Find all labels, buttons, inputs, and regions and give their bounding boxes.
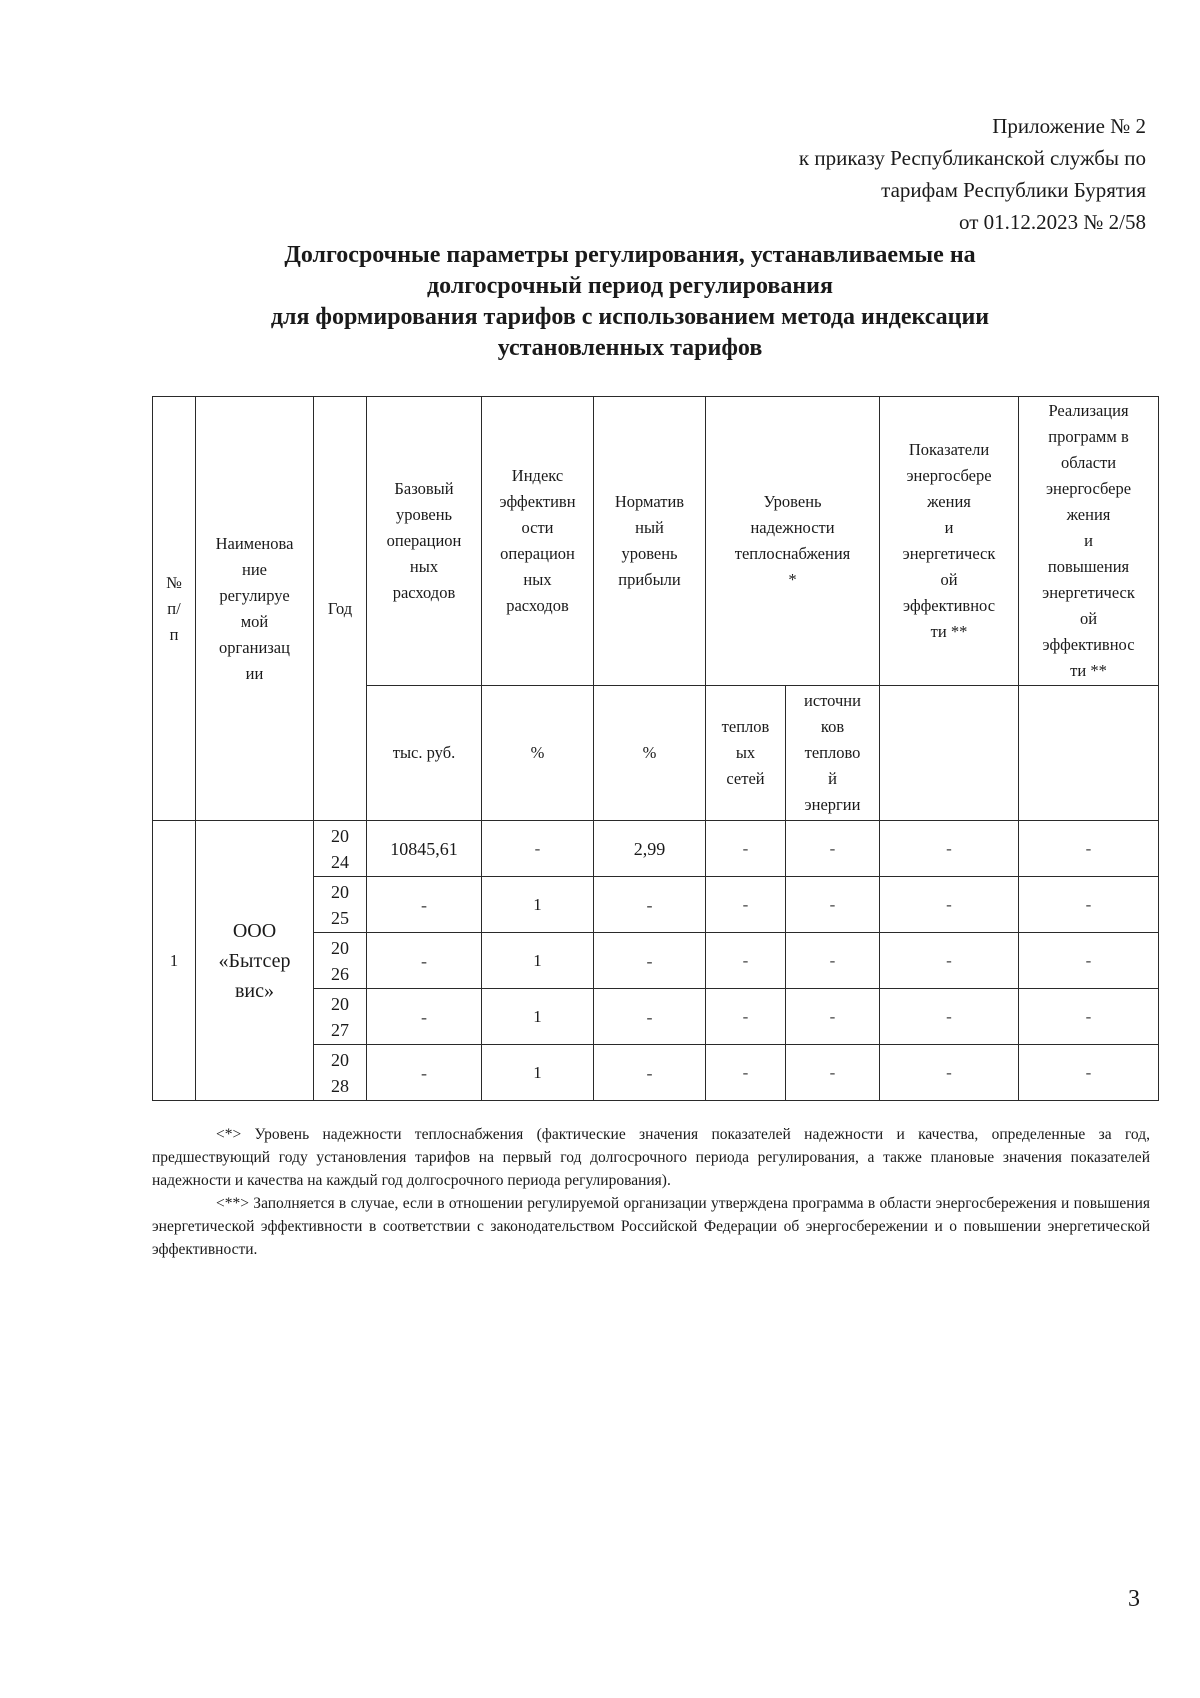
footnote-energy: <**> Заполняется в случае, если в отношении регулируемой организации утверждена программа в области энергосбережения и повышения энергетической эффективности в соответствии с законодательством Российской Федерации об энергосбережении и о повышении энергетической эффективности. bbox=[152, 1195, 1150, 1258]
header-profit bbox=[594, 397, 706, 686]
text-line: ой bbox=[940, 570, 958, 589]
text-line: * bbox=[788, 570, 797, 589]
program-cell: - bbox=[1019, 1045, 1159, 1101]
index-cell: 1 bbox=[482, 1045, 594, 1101]
networks-cell: - bbox=[706, 1045, 786, 1101]
appendix-header bbox=[799, 110, 1146, 238]
text-line: ных bbox=[523, 570, 552, 589]
text-line: Индекс bbox=[511, 466, 564, 485]
text-line: вис» bbox=[234, 979, 275, 1002]
text-line: организац bbox=[219, 637, 290, 657]
networks-cell: - bbox=[706, 821, 786, 877]
networks-cell: - bbox=[706, 933, 786, 989]
energy-cell: - bbox=[880, 1045, 1019, 1101]
document-title bbox=[130, 240, 1130, 364]
text-line: 20 bbox=[331, 881, 349, 902]
text-line: программ в bbox=[1048, 427, 1129, 446]
text-line: прибыли bbox=[618, 570, 681, 589]
sources-cell: - bbox=[786, 1045, 880, 1101]
year-cell bbox=[314, 989, 367, 1045]
unit-index: % bbox=[482, 686, 594, 821]
appendix-date: от 01.12.2023 № 2/58 bbox=[958, 210, 1146, 234]
text-line: ти ** bbox=[930, 622, 968, 641]
data-rows bbox=[153, 821, 1159, 1101]
unit-networks bbox=[706, 686, 786, 821]
index-cell: - bbox=[482, 821, 594, 877]
text-line: 25 bbox=[331, 907, 349, 928]
header-energy-saving bbox=[880, 397, 1019, 686]
parameters-table bbox=[152, 396, 1159, 1101]
index-cell: 1 bbox=[482, 877, 594, 933]
unit-sources bbox=[786, 686, 880, 821]
text-line: операцион bbox=[386, 531, 462, 550]
page-number: 3 bbox=[1128, 1586, 1140, 1612]
text-line: мой bbox=[240, 611, 269, 631]
text-line: регулируе bbox=[219, 585, 290, 605]
text-line: ой bbox=[1079, 609, 1098, 628]
unit-energy-empty bbox=[880, 686, 1019, 821]
text-line: ии bbox=[245, 663, 264, 683]
text-line: Уровень bbox=[763, 492, 822, 511]
networks-cell: - bbox=[706, 877, 786, 933]
text-line: теплоснабжения bbox=[734, 544, 851, 563]
energy-cell: - bbox=[880, 877, 1019, 933]
index-cell: 1 bbox=[482, 933, 594, 989]
text-line: энергетическ bbox=[1042, 583, 1135, 602]
profit-cell: - bbox=[594, 1045, 706, 1101]
text-line: 20 bbox=[331, 825, 349, 846]
header-org-name bbox=[196, 397, 314, 821]
title-line: долгосрочный период регулирования bbox=[427, 273, 833, 299]
text-line: источни bbox=[804, 691, 861, 710]
text-line: жения bbox=[927, 492, 971, 511]
text-line: расходов bbox=[506, 596, 569, 615]
title-line: установленных тарифов bbox=[497, 335, 763, 361]
text-line: й bbox=[828, 769, 837, 788]
title-line: Долгосрочные параметры регулирования, устанавливаемые на bbox=[284, 242, 976, 268]
text-line: ти ** bbox=[1070, 661, 1107, 680]
header-num bbox=[153, 397, 196, 821]
base-cell: - bbox=[367, 933, 482, 989]
sources-cell: - bbox=[786, 933, 880, 989]
text-line: эффективн bbox=[499, 492, 576, 511]
base-cell: 10845,61 bbox=[367, 821, 482, 877]
text-line: 26 bbox=[331, 963, 349, 984]
text-line: 24 bbox=[331, 851, 349, 872]
text-line: расходов bbox=[392, 583, 456, 602]
text-line: Реализация bbox=[1048, 401, 1129, 420]
program-cell: - bbox=[1019, 877, 1159, 933]
text-line: теплов bbox=[721, 717, 770, 736]
text-line: ков bbox=[820, 717, 845, 736]
profit-cell: - bbox=[594, 933, 706, 989]
text-line: операцион bbox=[500, 544, 575, 563]
header-reliability bbox=[706, 397, 880, 686]
header-row bbox=[153, 397, 1159, 686]
profit-cell: - bbox=[594, 989, 706, 1045]
networks-cell: - bbox=[706, 989, 786, 1045]
text-line: энергосбере bbox=[1045, 479, 1132, 498]
text-line: ный bbox=[635, 518, 664, 537]
text-line: 27 bbox=[331, 1019, 349, 1040]
base-cell: - bbox=[367, 989, 482, 1045]
text-line: теплово bbox=[804, 743, 861, 762]
unit-profit: % bbox=[594, 686, 706, 821]
header-program bbox=[1019, 397, 1159, 686]
unit-program-empty bbox=[1019, 686, 1159, 821]
text-line: надежности bbox=[750, 518, 835, 537]
text-line: Норматив bbox=[614, 492, 685, 511]
text-line: п bbox=[169, 624, 179, 644]
text-line: области bbox=[1060, 453, 1117, 472]
text-line: жения bbox=[1066, 505, 1111, 524]
footnote-reliability: <*> Уровень надежности теплоснабжения (фактические значения показателей надежности и качества, определенные за год, предшествующий году установления тарифов на первый год долгосрочного периода регулирования, а также плановые значения показателей надежности и качества на каждый год долгосрочного периода регулирования). bbox=[152, 1126, 1150, 1189]
text-line: 28 bbox=[331, 1075, 349, 1096]
index-cell: 1 bbox=[482, 989, 594, 1045]
sources-cell: - bbox=[786, 877, 880, 933]
text-line: Год bbox=[327, 598, 353, 618]
text-line: «Бытсер bbox=[218, 949, 291, 972]
text-line: ости bbox=[521, 518, 554, 537]
text-line: № bbox=[166, 572, 182, 592]
year-cell bbox=[314, 877, 367, 933]
sources-cell: - bbox=[786, 821, 880, 877]
text-line: эффективнос bbox=[902, 596, 996, 615]
text-line: ние bbox=[242, 559, 267, 579]
org-name bbox=[196, 821, 314, 1101]
energy-cell: - bbox=[880, 989, 1019, 1045]
appendix-authority: тарифам Республики Бурятия bbox=[881, 178, 1146, 202]
year-cell bbox=[314, 1045, 367, 1101]
energy-cell: - bbox=[880, 821, 1019, 877]
appendix-order: к приказу Республиканской службы по bbox=[798, 146, 1146, 170]
text-line: эффективнос bbox=[1042, 635, 1135, 654]
year-cell bbox=[314, 821, 367, 877]
text-line: энергетическ bbox=[902, 544, 996, 563]
profit-cell: - bbox=[594, 877, 706, 933]
text-line: Показатели bbox=[908, 440, 990, 459]
text-line: и bbox=[1084, 531, 1093, 550]
text-line: Наименова bbox=[215, 533, 294, 553]
text-line: ых bbox=[735, 743, 756, 762]
profit-cell: 2,99 bbox=[594, 821, 706, 877]
text-line: ных bbox=[409, 557, 439, 576]
text-line: п/ bbox=[167, 598, 181, 618]
text-line: 20 bbox=[331, 1049, 349, 1070]
title-line: для формирования тарифов с использованием метода индексации bbox=[270, 304, 990, 330]
text-line: энергии bbox=[804, 795, 861, 814]
text-line: повышения bbox=[1047, 557, 1130, 576]
text-line: сетей bbox=[726, 769, 765, 788]
row-number: 1 bbox=[153, 821, 196, 1101]
base-cell: - bbox=[367, 877, 482, 933]
text-line: Базовый bbox=[394, 479, 454, 498]
table-row bbox=[153, 821, 1159, 877]
text-line: 20 bbox=[331, 993, 349, 1014]
text-line: уровень bbox=[395, 505, 453, 524]
energy-cell: - bbox=[880, 933, 1019, 989]
program-cell: - bbox=[1019, 821, 1159, 877]
sources-cell: - bbox=[786, 989, 880, 1045]
text-line: уровень bbox=[621, 544, 678, 563]
program-cell: - bbox=[1019, 989, 1159, 1045]
header-year bbox=[314, 397, 367, 821]
base-cell: - bbox=[367, 1045, 482, 1101]
text-line: и bbox=[944, 518, 954, 537]
unit-base: тыс. руб. bbox=[367, 686, 482, 821]
header-efficiency-index bbox=[482, 397, 594, 686]
year-cell bbox=[314, 933, 367, 989]
appendix-number: Приложение № 2 bbox=[992, 114, 1146, 138]
header-base-costs bbox=[367, 397, 482, 686]
program-cell: - bbox=[1019, 933, 1159, 989]
text-line: ООО bbox=[232, 919, 277, 942]
text-line: энергосбере bbox=[906, 466, 992, 485]
footnotes bbox=[152, 1123, 1150, 1261]
text-line: 20 bbox=[331, 937, 349, 958]
